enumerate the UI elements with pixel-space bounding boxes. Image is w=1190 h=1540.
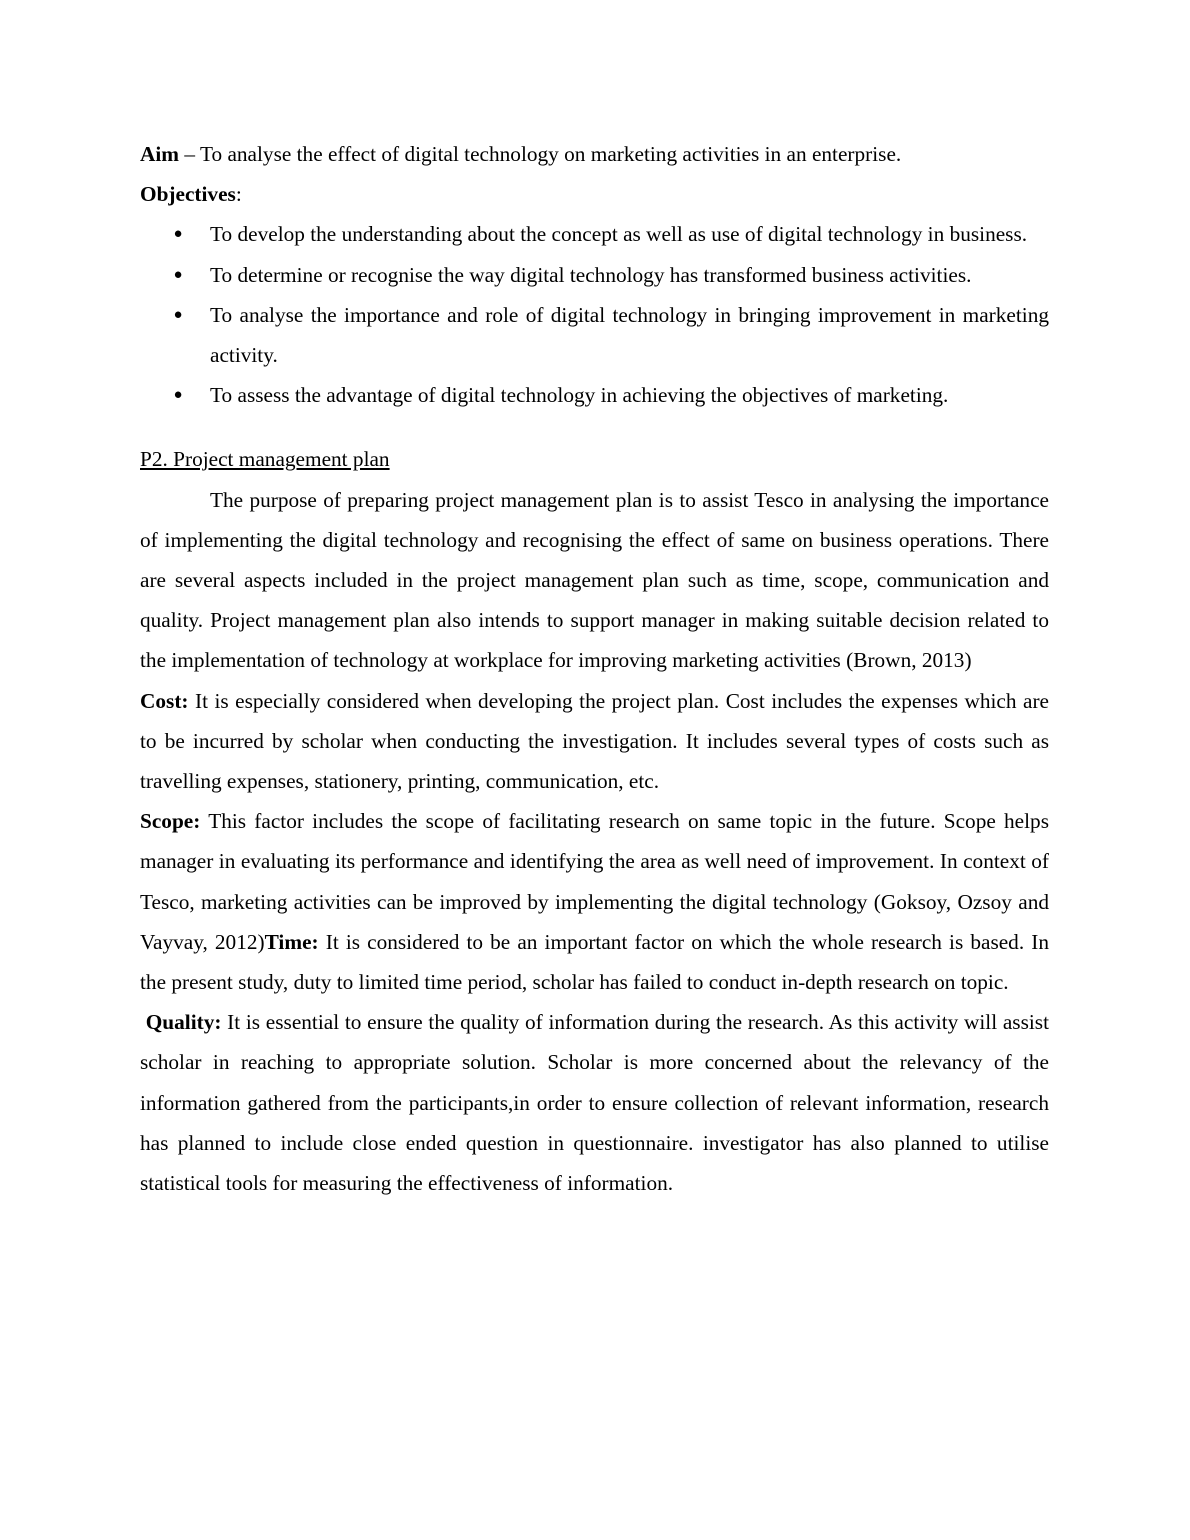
scope-time-paragraph: [140, 801, 1049, 1002]
bullet-icon: ●: [173, 226, 183, 243]
objectives-label: Objectives: [140, 182, 236, 207]
objective-text: To assess the advantage of digital technology in achieving the objectives of marketing.: [210, 383, 949, 408]
objective-text: To develop the understanding about the concept as well as use of digital technology in business.: [210, 222, 1028, 247]
quality-text: It is essential to ensure the quality of information during the research. As this activity will assist scholar in reaching to appropriate solution. Scholar is more concerned about the relevancy of the information gathered from the participants,in order to ensure collection of relevant information, research has planned to include close ended question in questionnaire. investigator has also planned to utilise statistical tools for measuring the effectiveness of information.: [140, 1010, 1049, 1196]
objectives-list: [140, 214, 1049, 415]
list-item: [140, 255, 1049, 295]
list-item: [140, 214, 1049, 254]
objectives-colon: :: [235, 182, 242, 207]
bullet-icon: ●: [173, 387, 183, 404]
cost-paragraph: [140, 681, 1049, 802]
objective-text: To determine or recognise the way digital technology has transformed business activities.: [210, 262, 972, 287]
quality-paragraph: [140, 1002, 1049, 1203]
section-heading-p2: [140, 439, 1049, 479]
list-item: [140, 295, 1049, 375]
aim-text: – To analyse the effect of digital technology on marketing activities in an enterprise.: [179, 142, 902, 166]
bullet-icon: ●: [173, 266, 183, 283]
objectives-heading: [140, 174, 1049, 214]
scope-label: Scope:: [140, 809, 201, 834]
bullet-icon: ●: [173, 306, 183, 323]
aim-label: Aim: [140, 142, 180, 166]
document-page: [140, 134, 1049, 1203]
time-text: It is considered to be an important factor on which the whole research is based. In the present study, duty to limited time period, scholar has failed to conduct in-depth research on topic.: [140, 929, 1049, 995]
intro-paragraph: The purpose of preparing project management plan is to assist Tesco in analysing the importance of implementing the digital technology and recognising the effect of same on business operations. There are several aspects included in the project management plan such as time, scope, communication and quality. Project management plan also intends to support manager in making suitable decision related to the implementation of technology at workplace for improving marketing activities (Brown, 2013): [140, 487, 1049, 673]
scope-text: This factor includes the scope of facilitating research on same topic in the future. Scope helps manager in evaluating its performance and identifying the area as well need of improvement. In context of Tesco, marketing activities can be improved by implementing the digital technology (Goksoy, Ozsoy and Vayvay, 2012): [140, 809, 1049, 954]
cost-label: Cost:: [140, 688, 189, 713]
cost-text: It is especially considered when developing the project plan. Cost includes the expenses which are to be incurred by scholar when conducting the investigation. It includes several types of costs such as travelling expenses, stationery, printing, communication, etc.: [140, 688, 1049, 794]
list-item: [140, 375, 1049, 415]
time-label: Time:: [264, 929, 319, 954]
section-heading-text: P2. Project management plan: [140, 447, 390, 472]
quality-label: Quality:: [145, 1010, 222, 1035]
aim-paragraph: [140, 134, 1049, 174]
objective-text: To analyse the importance and role of digital technology in bringing improvement in marketing activity.: [210, 302, 1049, 368]
